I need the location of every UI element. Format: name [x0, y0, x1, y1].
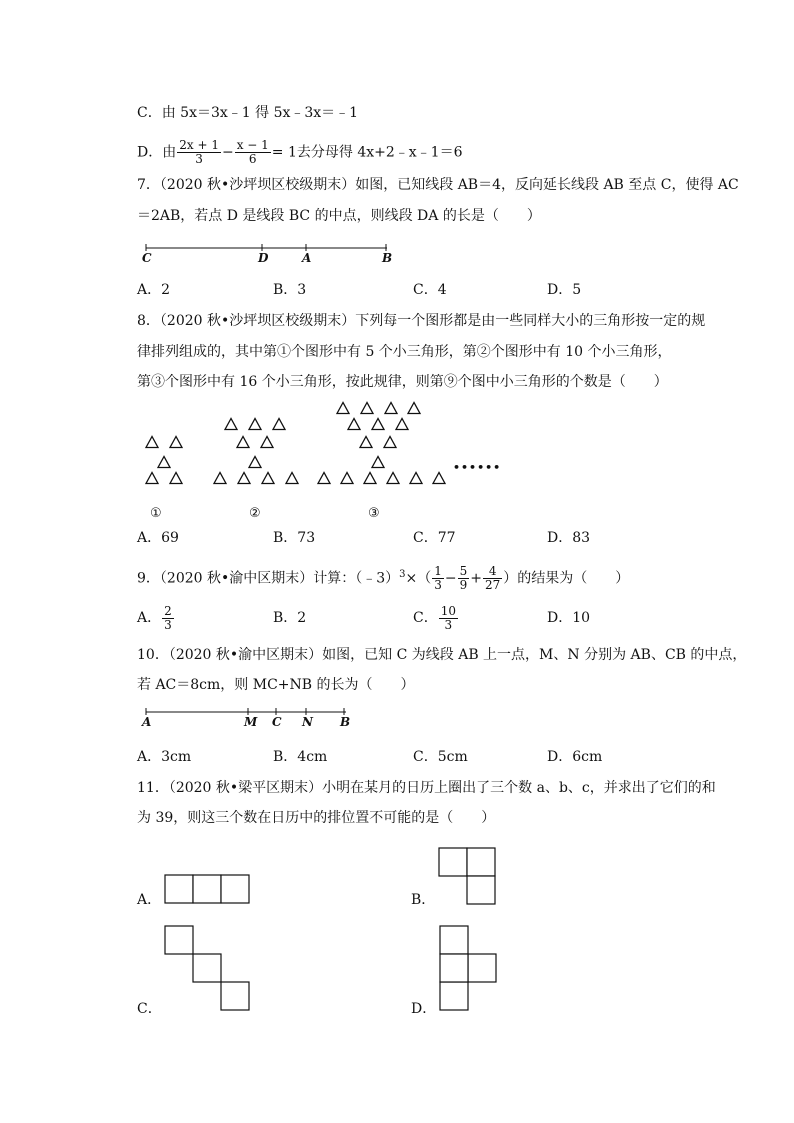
- triangle-11: [249, 457, 261, 468]
- q10-point-label-a: A: [142, 715, 152, 729]
- q9-option-c[interactable]: C． $\frac{10}{3}$: [413, 603, 456, 632]
- triangle-24: [384, 437, 396, 448]
- q8-text-line3: 第③个图形中有 16 个小三角形，按此规律，则第⑨个图中小三角形的个数是（ ）: [137, 374, 668, 390]
- q11-c-cell-2: [193, 954, 221, 982]
- q8-options: [137, 528, 657, 548]
- q10-text-line2: 若 AC＝8cm，则 MC+NB 的长为（ ）: [137, 677, 415, 693]
- triangle-9: [237, 437, 249, 448]
- q11-c-cell-3: [221, 982, 249, 1010]
- triangle-5: [170, 473, 182, 484]
- q6-option-d-prefix: D．由: [137, 144, 177, 161]
- q10-option-d[interactable]: D．6cm: [547, 749, 603, 765]
- q11-d-cell-4: [440, 954, 468, 982]
- q10-point-label-c: C: [272, 715, 282, 729]
- q11-b-cell-2: [467, 848, 495, 876]
- triangle-25: [372, 457, 384, 468]
- q11-d-cell-1: [440, 926, 468, 954]
- q8-option-d[interactable]: D．83: [547, 530, 591, 546]
- q6-option-d: [137, 139, 463, 166]
- q7-point-label-d: D: [258, 251, 269, 265]
- q8-option-c[interactable]: C．77: [413, 530, 456, 546]
- triangle-28: [364, 473, 376, 484]
- q7-option-d[interactable]: D．5: [547, 282, 582, 298]
- q7-point-label-b: B: [382, 251, 393, 265]
- q11-a-cell-3: [221, 875, 249, 903]
- q11-a-cell-1: [165, 875, 193, 903]
- triangle-30: [410, 473, 422, 484]
- q9-options: [137, 603, 657, 633]
- q9-fraction-3: $\frac{4}{27}$: [485, 564, 501, 593]
- q9-fraction-1: $\frac{1}{3}$: [434, 564, 442, 593]
- q6-d-minus: −: [221, 144, 234, 161]
- q11-text-line1: 11．（2020 秋•梁平区期末）小明在某月的日历上圈出了三个数 a、b、c，并求出了它们的和: [137, 780, 716, 796]
- q10-text-line1: 10．（2020 秋•渝中区期末）如图，已知 C 为线段 AB 上一点，M、N 分别为 AB、CB 的中点，: [137, 647, 747, 663]
- q9-text: [137, 560, 629, 594]
- q10-option-b[interactable]: B．4cm: [273, 749, 328, 765]
- triangle-26: [318, 473, 330, 484]
- q7-option-b[interactable]: B．3: [273, 282, 307, 298]
- q8-text-line1: 8．（2020 秋•沙坪坝区校级期末）下列每一个图形都是由一些同样大小的三角形按一定的规: [137, 313, 706, 329]
- triangle-15: [286, 473, 298, 484]
- triangle-7: [249, 419, 261, 430]
- q9-op2: +: [470, 570, 483, 587]
- q7-option-c[interactable]: C．4: [413, 282, 447, 298]
- triangle-23: [360, 437, 372, 448]
- triangle-22: [396, 419, 408, 430]
- triangle-21: [372, 419, 384, 430]
- q11-b-cell-1: [439, 848, 467, 876]
- q7-options: [137, 280, 657, 300]
- triangle-1: [146, 437, 158, 448]
- q8-option-a[interactable]: A．69: [137, 530, 179, 546]
- q7-text-line1: 7．（2020 秋•沙坪坝区校级期末）如图，已知线段 AB＝4，反向延长线段 AB 至点 C，使得 AC: [137, 177, 739, 193]
- triangle-19: [408, 403, 420, 414]
- q11-d-cell-2: [468, 954, 496, 982]
- q7-option-a[interactable]: A．2: [137, 282, 171, 298]
- q11-option-b[interactable]: B．: [411, 892, 436, 908]
- q6-option-d-suffix: = 1去分母得 4x+2﹣x﹣1＝6: [271, 144, 463, 161]
- q10-point-label-m: M: [244, 715, 258, 729]
- triangle-13: [238, 473, 250, 484]
- q6-d-fraction-2: $\frac{x - 1}{6}$: [236, 138, 269, 166]
- q8-figure-label-1: ①: [150, 506, 162, 521]
- triangle-27: [341, 473, 353, 484]
- q9-times: ×（: [405, 570, 432, 587]
- triangle-2: [170, 437, 182, 448]
- q9-fraction-2: $\frac{5}{9}$: [459, 564, 468, 593]
- q7-point-label-a: A: [302, 251, 312, 265]
- q11-b-cell-3: [467, 876, 495, 904]
- q6-d-fraction-1: $\frac{2x + 1}{3}$: [179, 138, 219, 166]
- q10-option-c[interactable]: C．5cm: [413, 749, 468, 765]
- triangle-31: [433, 473, 445, 484]
- q10-point-label-n: N: [302, 715, 313, 729]
- q11-c-cell-1: [165, 926, 193, 954]
- q8-option-b[interactable]: B．73: [273, 530, 316, 546]
- triangle-10: [261, 437, 273, 448]
- q9-option-d[interactable]: D．10: [547, 610, 591, 626]
- q11-a-cell-2: [193, 875, 221, 903]
- q9-op1: −: [444, 570, 457, 587]
- triangle-8: [273, 419, 285, 430]
- triangle-6: [225, 419, 237, 430]
- q9-prefix: 9．（2020 秋•渝中区期末）计算：（﹣3）: [137, 570, 400, 587]
- q8-figure-label-3: ③: [368, 506, 380, 521]
- q11-d-cell-3: [440, 982, 468, 1010]
- q9-option-a[interactable]: A． $\frac{2}{3}$: [137, 603, 172, 632]
- triangle-29: [387, 473, 399, 484]
- q10-options: [137, 747, 657, 767]
- triangle-18: [385, 403, 397, 414]
- q11-option-c[interactable]: C．: [137, 1001, 162, 1017]
- q7-text-line2: ＝2AB，若点 D 是线段 BC 的中点，则线段 DA 的长是（ ）: [137, 208, 541, 224]
- q10-point-label-b: B: [340, 715, 351, 729]
- q8-ellipsis: ••••••: [453, 461, 502, 474]
- triangle-20: [348, 419, 360, 430]
- triangle-16: [337, 403, 349, 414]
- triangle-14: [262, 473, 274, 484]
- triangle-17: [361, 403, 373, 414]
- q9-exponent: 3: [399, 569, 406, 580]
- q7-point-label-c: C: [142, 251, 152, 265]
- triangle-4: [146, 473, 158, 484]
- q9-option-b[interactable]: B．2: [273, 610, 307, 626]
- q11-option-a[interactable]: A．: [137, 892, 162, 908]
- q11-text-line2: 为 39，则这三个数在日历中的排位置不可能的是（ ）: [137, 810, 496, 826]
- q8-figure-label-2: ②: [249, 506, 261, 521]
- q10-option-a[interactable]: A．3cm: [137, 749, 192, 765]
- q6-option-c: C．由 5x＝3x﹣1 得 5x﹣3x＝﹣1: [137, 105, 359, 121]
- triangle-3: [158, 457, 170, 468]
- q9-suffix: ）的结果为（ ）: [503, 570, 630, 587]
- q8-text-line2: 律排列组成的，其中第①个图形中有 5 个小三角形，第②个图形中有 10 个小三角形，: [137, 344, 672, 360]
- q11-option-d[interactable]: D．: [411, 1001, 437, 1017]
- triangle-12: [214, 473, 226, 484]
